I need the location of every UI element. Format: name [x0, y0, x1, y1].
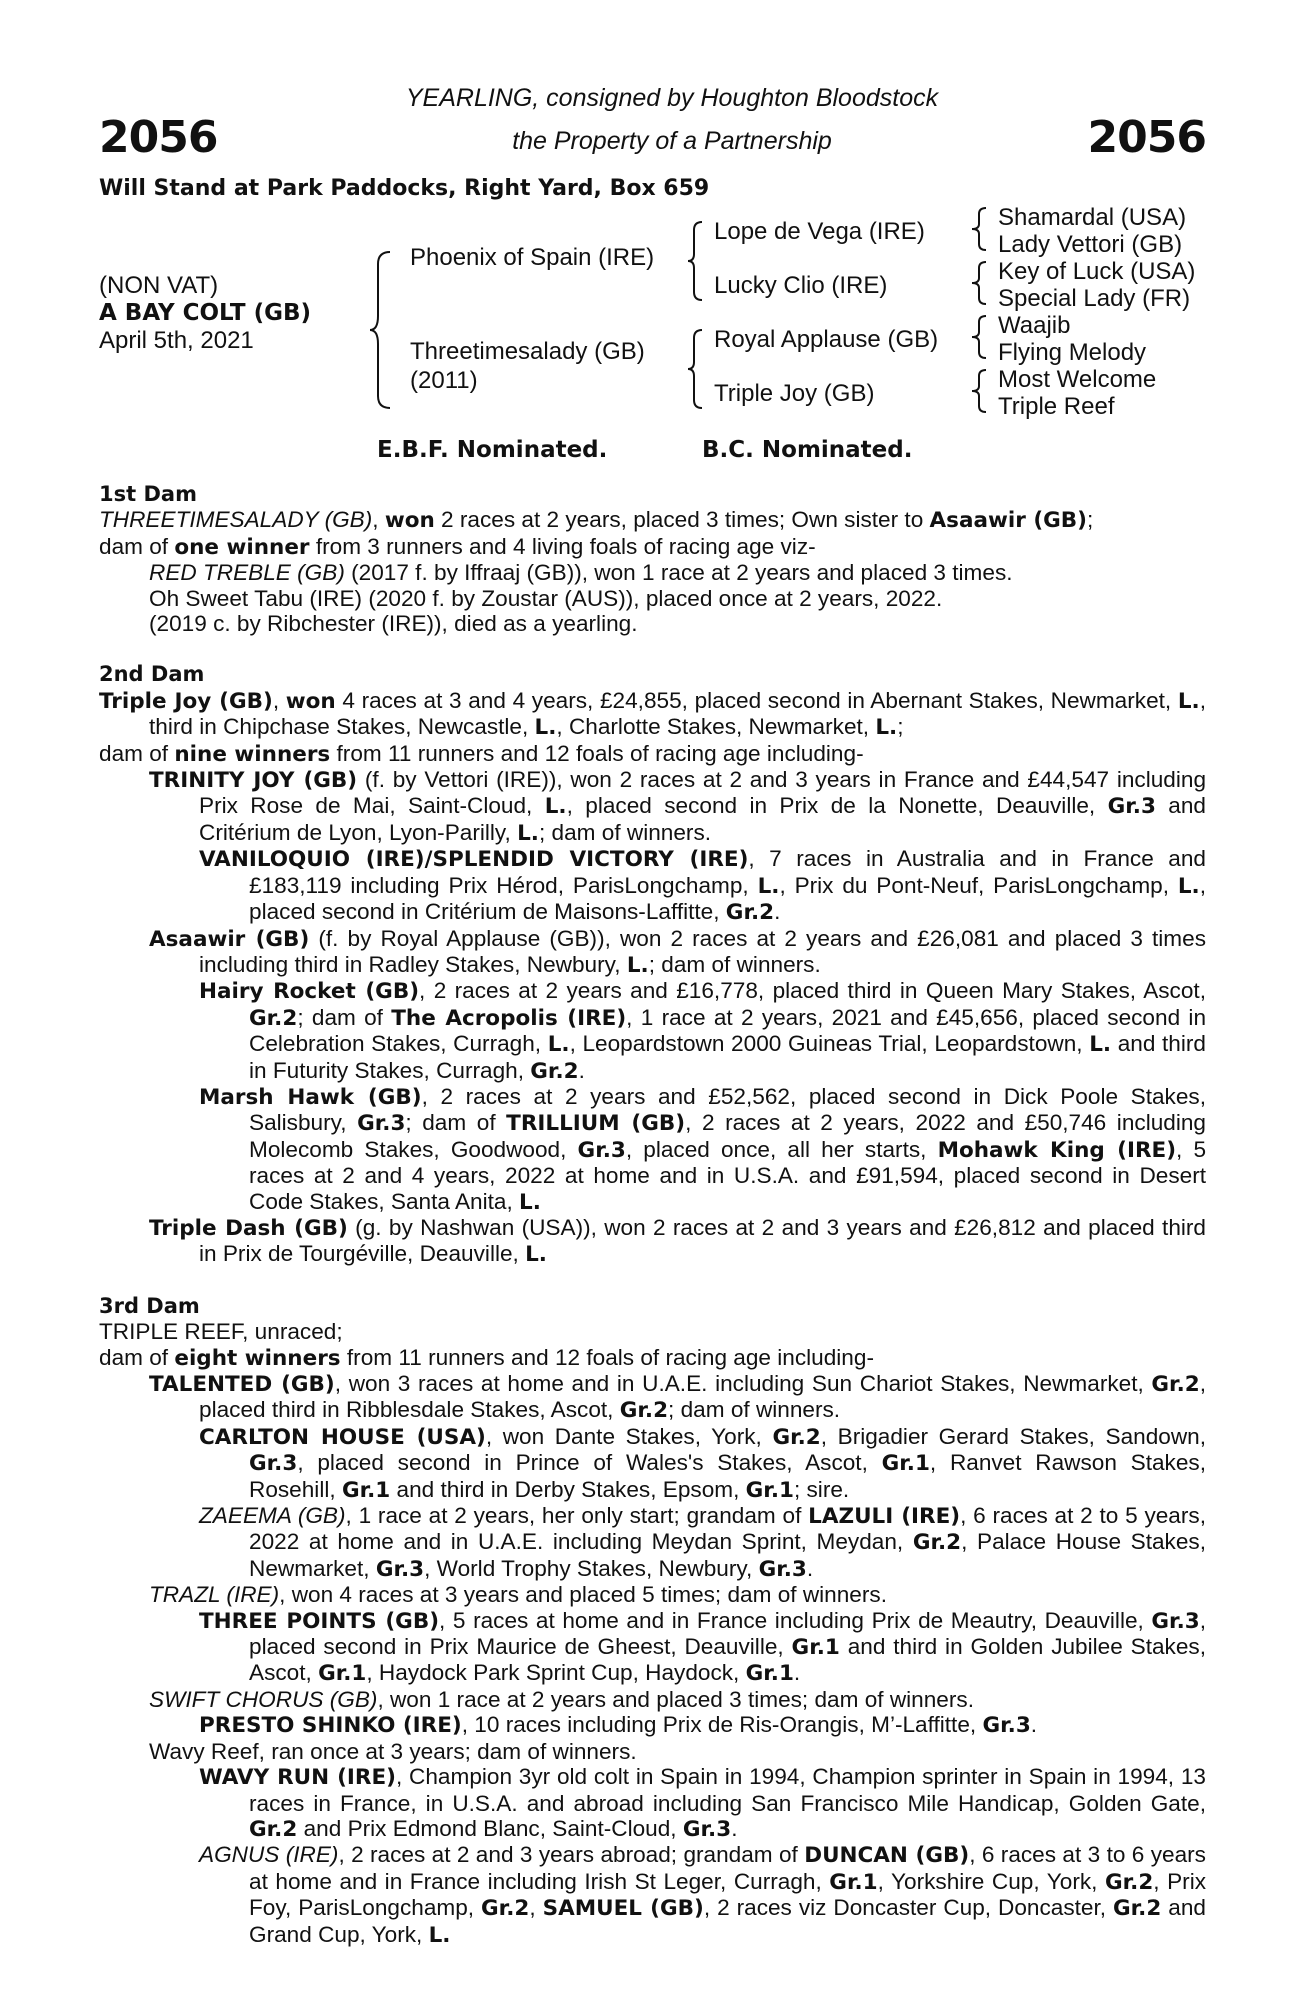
- text: and third in Golden Jubilee Stakes, Ascot,: [249, 1634, 1206, 1686]
- dam-name: Threetimesalady (GB): [410, 338, 645, 365]
- text: , World Trophy Stakes, Newbury,: [424, 1555, 759, 1581]
- text: , Prix du Pont-Neuf, ParisLongchamp,: [779, 872, 1178, 898]
- bold-text: L.: [875, 715, 898, 741]
- gg-name: Lady Vettori (GB): [998, 231, 1183, 258]
- italic-name: AGNUS (IRE): [199, 1842, 339, 1868]
- text: 2 races at 2 years, placed 3 times; Own sister to: [434, 507, 930, 533]
- bold-text: TRILLIUM (GB): [506, 1111, 686, 1137]
- sire-sire: Lope de Vega (IRE): [714, 218, 925, 245]
- produce-entry: Wavy Reef, ran once at 3 years; dam of winners.: [149, 1738, 637, 1764]
- bold-text: Gr.1: [341, 1477, 391, 1503]
- bold-text: L.: [544, 794, 567, 820]
- bold-text: Gr.3: [982, 1713, 1031, 1739]
- text: and Grand Cup, York,: [249, 1895, 1206, 1947]
- produce-entry: [99, 1582, 1206, 1607]
- text: , 1 race at 2 years, her only start; grandam of: [345, 1503, 809, 1529]
- bold-text: LAZULI (IRE): [808, 1504, 961, 1530]
- text: .: [793, 1660, 801, 1686]
- text: dam of: [99, 1344, 175, 1370]
- pedigree-brace-gg4: [972, 368, 988, 414]
- bold-text: Gr.2: [725, 900, 775, 926]
- text: , 2 races at 2 years, 2022 and £50,746 including Molecomb Stakes, Goodwood,: [249, 1110, 1206, 1162]
- bold-text: SAMUEL (GB): [542, 1896, 704, 1922]
- bold-text: Gr.1: [318, 1661, 367, 1687]
- text: , placed second in Prix Maurice de Gheest, Deauville,: [249, 1607, 1206, 1660]
- text: from 11 runners and 12 foals of racing age including-: [340, 1344, 874, 1370]
- bold-text: Gr.2: [1104, 1869, 1154, 1895]
- section-heading: 3rd Dam: [99, 1293, 200, 1318]
- produce-entry: [99, 1687, 1206, 1712]
- catalogue-text: [99, 482, 1206, 1948]
- bold-text: Mohawk King (IRE): [937, 1137, 1177, 1163]
- bold-text: DUNCAN (GB): [804, 1843, 970, 1869]
- text: ; dam of winners.: [648, 951, 821, 977]
- pedigree-brace-gg1: [972, 206, 988, 252]
- bold-text: Asaawir (GB): [929, 508, 1088, 534]
- text: , Charlotte Stakes, Newmarket,: [556, 714, 876, 740]
- text: ,: [372, 507, 385, 533]
- bold-text: nine winners: [174, 741, 331, 767]
- text: ,: [272, 687, 286, 713]
- text: .: [806, 1555, 814, 1581]
- bold-text: Gr.2: [619, 1398, 669, 1424]
- pedigree-brace-dam: [688, 328, 704, 410]
- first-dam-record: [99, 507, 1206, 533]
- text: , 2 races at 2 years and £52,562, placed second in Dick Poole Stakes, Salisbury,: [249, 1083, 1206, 1136]
- bold-text: one winner: [174, 534, 310, 560]
- bold-text: Gr.3: [1107, 794, 1156, 820]
- text: , 5 races at 2 and 4 years, 2022 at home and in U.S.A. and £91,594, placed second in Desert Code Stakes, Santa Anita,: [249, 1136, 1207, 1214]
- third-dam-record: TRIPLE REEF, unraced;: [99, 1319, 343, 1345]
- text: , 7 races in Australia and in France and £183,119 including Prix Hérod, ParisLongchamp,: [249, 846, 1206, 898]
- text: , won 1 race at 2 years and placed 3 times; dam of winners.: [377, 1686, 974, 1712]
- ebf-nomination: E.B.F. Nominated.: [377, 437, 608, 463]
- bold-text: TRINITY JOY (GB): [149, 768, 358, 794]
- text: (2017 f. by Iffraaj (GB)), won 1 race at 2 years and placed 3 times.: [344, 560, 1013, 586]
- text: and Prix Edmond Blanc, Saint-Cloud,: [297, 1815, 683, 1841]
- text: ; dam of: [297, 1004, 392, 1030]
- bold-text: L.: [1089, 1032, 1112, 1058]
- produce-entry: [99, 1424, 1206, 1503]
- bold-text: Gr.2: [530, 1058, 579, 1084]
- bold-text: PRESTO SHINKO (IRE): [199, 1713, 462, 1739]
- produce-entry: [99, 978, 1206, 1084]
- text: , 2 races at 2 and 3 years abroad; grandam of: [338, 1842, 805, 1868]
- bold-text: L.: [1177, 873, 1200, 899]
- text: (f. by Royal Applause (GB)), won 2 races at 2 years and £26,081 and placed 3 times including third in Radley Stakes, Newbury,: [199, 925, 1206, 977]
- produce-entry: [99, 1371, 1206, 1424]
- section-heading: 2nd Dam: [99, 662, 205, 687]
- bold-text: Gr.1: [791, 1635, 840, 1661]
- text: , 2 races at 2 years and £16,778, placed third in Queen Mary Stakes, Ascot,: [419, 978, 1206, 1004]
- text: ; dam of winners.: [538, 819, 712, 845]
- bold-text: Gr.3: [357, 1111, 406, 1137]
- italic-name: TRAZL (IRE): [149, 1582, 280, 1608]
- produce-entry: [99, 1842, 1206, 1948]
- text: (g. by Nashwan (USA)), won 2 races at 2 and 3 years and £26,812 and placed third in Prix de Tourgéville, Deauville,: [199, 1214, 1206, 1267]
- sire-dam: Lucky Clio (IRE): [714, 272, 888, 299]
- bc-nomination: B.C. Nominated.: [702, 437, 913, 463]
- bold-text: WAVY RUN (IRE): [199, 1765, 396, 1791]
- produce-entry: [99, 560, 1206, 585]
- bold-text: Gr.1: [829, 1869, 878, 1895]
- text: , 5 races at home and in France including Prix de Meautry, Deauville,: [439, 1607, 1152, 1633]
- pedigree-brace-sire: [688, 220, 704, 302]
- dam-sire: Royal Applause (GB): [714, 326, 939, 353]
- bold-text: VANILOQUIO (IRE)/SPLENDID VICTORY (IRE): [199, 847, 749, 873]
- text: ; sire.: [793, 1476, 850, 1502]
- text: .: [578, 1057, 585, 1083]
- text: and third in Futurity Stakes, Curragh,: [249, 1031, 1206, 1083]
- text: , Yorkshire Cup, York,: [877, 1868, 1105, 1894]
- second-dam-record: [99, 688, 1206, 741]
- bold-text: Hairy Rocket (GB): [199, 979, 420, 1005]
- text: , won 3 races at home and in U.A.E. including Sun Chariot Stakes, Newmarket,: [334, 1371, 1152, 1396]
- text: , Brigadier Gerard Stakes, Sandown,: [820, 1423, 1207, 1449]
- bold-text: The Acropolis (IRE): [391, 1005, 627, 1031]
- third-dam-produce-summary: [99, 1345, 1206, 1371]
- bold-text: L.: [547, 1032, 570, 1058]
- bold-text: L.: [428, 1922, 451, 1948]
- text: .: [774, 899, 781, 925]
- text: , won Dante Stakes, York,: [485, 1423, 773, 1449]
- bold-text: L.: [517, 820, 539, 846]
- text: ;: [897, 714, 904, 740]
- bold-text: L.: [1177, 688, 1200, 714]
- text: , placed second in Prince of Wales's Stakes, Ascot,: [297, 1450, 882, 1476]
- bold-text: Marsh Hawk (GB): [199, 1084, 422, 1110]
- text: ;: [1087, 507, 1094, 533]
- bold-text: Gr.2: [249, 1816, 298, 1842]
- property-line: the Property of a Partnership: [512, 127, 832, 155]
- text: from 3 runners and 4 living foals of racing age viz-: [309, 533, 816, 559]
- bold-text: Gr.2: [1151, 1372, 1200, 1397]
- produce-entry: (2019 c. by Ribchester (IRE)), died as a yearling.: [149, 611, 638, 637]
- gg-name: Flying Melody: [998, 339, 1147, 366]
- text: , Ranvet Rawson Stakes, Rosehill,: [249, 1450, 1206, 1502]
- text: , Champion 3yr old colt in Spain in 1994, Champion sprinter in Spain in 1994, 13 races in France, in U.S.A. and abroad including San Francisco Mile Handicap, Golden Gate,: [249, 1764, 1206, 1816]
- text: (f. by Vettori (IRE)), won 2 races at 2 and 3 years in France and £44,547 including Prix Rose de Mai, Saint-Cloud,: [199, 767, 1207, 819]
- text: , Prix Foy, ParisLongchamp,: [249, 1868, 1207, 1921]
- text: , placed second in Prix de la Nonette, Deauville,: [566, 793, 1108, 819]
- second-dam-produce-summary: [99, 741, 1206, 767]
- text: 4 races at 3 and 4 years, £24,855, placed second in Abernant Stakes, Newmarket,: [335, 687, 1178, 713]
- bold-text: won: [384, 508, 435, 534]
- dam-dam: Triple Joy (GB): [714, 380, 875, 407]
- bold-text: Triple Dash (GB): [149, 1215, 348, 1241]
- gg-name: Waajib: [998, 312, 1071, 339]
- bold-text: L.: [534, 715, 557, 741]
- italic-name: ZAEEMA (GB): [199, 1503, 346, 1529]
- bold-text: Gr.3: [249, 1451, 298, 1477]
- produce-entry: [99, 1764, 1206, 1842]
- bold-text: L.: [626, 952, 649, 978]
- produce-entry: [99, 1608, 1206, 1687]
- produce-entry: [99, 767, 1206, 846]
- text: ; dam of: [405, 1110, 507, 1136]
- bold-text: eight winners: [174, 1345, 341, 1371]
- text: .: [731, 1815, 738, 1841]
- dam-name-italic: THREETIMESALADY (GB): [99, 507, 373, 533]
- bold-text: Gr.2: [481, 1896, 530, 1922]
- text: .: [1030, 1712, 1038, 1738]
- produce-entry: [99, 1215, 1206, 1268]
- bold-text: Gr.3: [577, 1137, 626, 1163]
- text: ,: [529, 1895, 543, 1921]
- bold-text: Gr.2: [249, 1005, 298, 1031]
- text: from 11 runners and 12 foals of racing age including-: [330, 740, 864, 766]
- produce-entry: Oh Sweet Tabu (IRE) (2020 f. by Zoustar (AUS)), placed once at 2 years, 2022.: [149, 585, 943, 611]
- text: , 6 races at 3 to 6 years at home and in France including Irish St Leger, Curragh,: [249, 1842, 1206, 1894]
- text: , placed third in Ribblesdale Stakes, Ascot,: [199, 1371, 1206, 1423]
- gg-name: Triple Reef: [998, 393, 1115, 420]
- bold-text: Gr.2: [772, 1424, 821, 1450]
- text: , won 4 races at 3 years and placed 5 times; dam of winners.: [279, 1582, 887, 1608]
- dam-year: (2011): [410, 367, 478, 394]
- sire-name: Phoenix of Spain (IRE): [410, 244, 655, 271]
- vat-status: (NON VAT): [99, 272, 219, 299]
- first-dam-produce-summary: [99, 534, 1206, 560]
- text: , 10 races including Prix de Ris-Orangis, M’-Laffitte,: [461, 1712, 983, 1738]
- section-heading: 1st Dam: [99, 482, 197, 506]
- pedigree-brace-main: [370, 250, 392, 410]
- text: , 6 races at 2 to 5 years, 2022 at home and in U.A.E. including Meydan Sprint, Meydan,: [249, 1503, 1206, 1555]
- bold-text: L.: [525, 1242, 547, 1268]
- bold-text: Gr.1: [881, 1451, 930, 1477]
- gg-name: Special Lady (FR): [998, 285, 1191, 312]
- text: , third in Chipchase Stakes, Newcastle,: [149, 687, 1207, 740]
- bold-text: L.: [757, 873, 780, 899]
- bold-text: won: [285, 688, 336, 714]
- italic-name: SWIFT CHORUS (GB): [149, 1686, 378, 1712]
- text: dam of: [99, 533, 175, 559]
- produce-entry: [99, 1084, 1206, 1215]
- bold-text: Gr.3: [375, 1556, 425, 1582]
- text: , 2 races viz Doncaster Cup, Doncaster,: [703, 1895, 1113, 1921]
- lot-number-left: 2056: [99, 112, 218, 163]
- foaling-date: April 5th, 2021: [99, 327, 254, 354]
- bold-text: Gr.2: [1113, 1896, 1162, 1922]
- bold-text: Asaawir (GB): [149, 926, 310, 952]
- gg-name: Most Welcome: [998, 366, 1157, 393]
- horse-name: A BAY COLT (GB): [99, 300, 312, 326]
- bold-text: Gr.3: [682, 1816, 732, 1842]
- produce-entry: [99, 926, 1206, 979]
- gg-name: Key of Luck (USA): [998, 258, 1196, 285]
- consignor-line: YEARLING, consigned by Houghton Bloodstock: [405, 84, 939, 112]
- text: , placed once, all her starts,: [625, 1136, 938, 1162]
- text: , 1 race at 2 years, 2021 and £45,656, placed second in Celebration Stakes, Curragh,: [249, 1004, 1207, 1057]
- pedigree-brace-gg2: [972, 260, 988, 306]
- italic-name: RED TREBLE (GB): [149, 560, 345, 586]
- bold-text: Gr.3: [1151, 1608, 1200, 1634]
- pedigree-brace-gg3: [972, 314, 988, 360]
- produce-entry: [99, 1712, 1206, 1738]
- produce-entry: [99, 1503, 1206, 1582]
- bold-text: Triple Joy (GB): [99, 688, 273, 714]
- produce-entry: [99, 846, 1206, 925]
- text: and Critérium de Lyon, Lyon-Parilly,: [199, 793, 1206, 845]
- text: , placed second in Critérium de Maisons-Laffitte,: [249, 872, 1206, 925]
- text: ; dam of winners.: [668, 1397, 841, 1423]
- gg-name: Shamardal (USA): [998, 204, 1187, 231]
- text: , Haydock Park Sprint Cup, Haydock,: [366, 1660, 746, 1686]
- bold-text: Gr.1: [745, 1661, 794, 1687]
- text: , Palace House Stakes, Newmarket,: [249, 1529, 1206, 1581]
- bold-text: Gr.3: [758, 1556, 807, 1582]
- bold-text: L.: [519, 1189, 541, 1215]
- stand-location: Will Stand at Park Paddocks, Right Yard, Box 659: [99, 176, 710, 201]
- text: , Leopardstown 2000 Guineas Trial, Leopardstown,: [569, 1031, 1090, 1057]
- bold-text: Gr.1: [745, 1477, 794, 1503]
- bold-text: TALENTED (GB): [149, 1372, 335, 1397]
- text: and third in Derby Stakes, Epsom,: [390, 1476, 746, 1502]
- text: dam of: [99, 740, 175, 766]
- bold-text: THREE POINTS (GB): [199, 1608, 440, 1634]
- bold-text: CARLTON HOUSE (USA): [199, 1424, 486, 1450]
- bold-text: Gr.2: [912, 1530, 962, 1556]
- lot-number-right: 2056: [1087, 112, 1206, 163]
